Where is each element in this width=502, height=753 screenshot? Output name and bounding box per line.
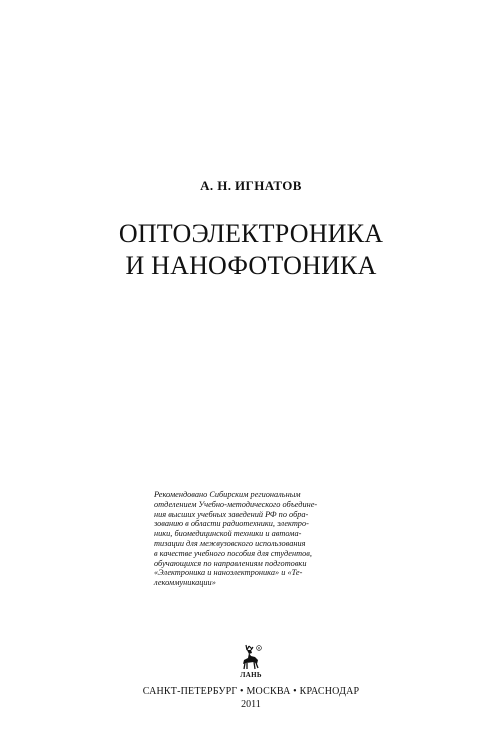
author-name: А. Н. ИГНАТОВ [200,178,302,193]
deer-icon [240,644,262,672]
book-title [0,218,502,282]
publisher-logo-text: ЛАНЬ [240,671,262,679]
recommendation-note: Рекомендовано Сибирским региональным отделением Учебно-методического объедине- ния высших учебных заведений РФ по обра- зованию в области радиотехники, электро- ники, биомедицинской техники и автома- тизации для межвузовского использования в качестве учебного пособия для студентов, обучающихся по направлениям подготовки «Электроника и наноэлектроника» и «Те- лекоммуникации» [154,490,318,588]
book-title-line-2: И НАНОФОТОНИКА [125,251,377,280]
publisher-logo [0,644,502,679]
publication-year: 2011 [241,699,261,710]
publisher-cities: САНКТ-ПЕТЕРБУРГ • МОСКВА • КРАСНОДАР [142,686,360,697]
svg-text:R: R [257,646,261,651]
book-title-line-1: ОПТОЭЛЕКТРОНИКА [118,219,384,248]
